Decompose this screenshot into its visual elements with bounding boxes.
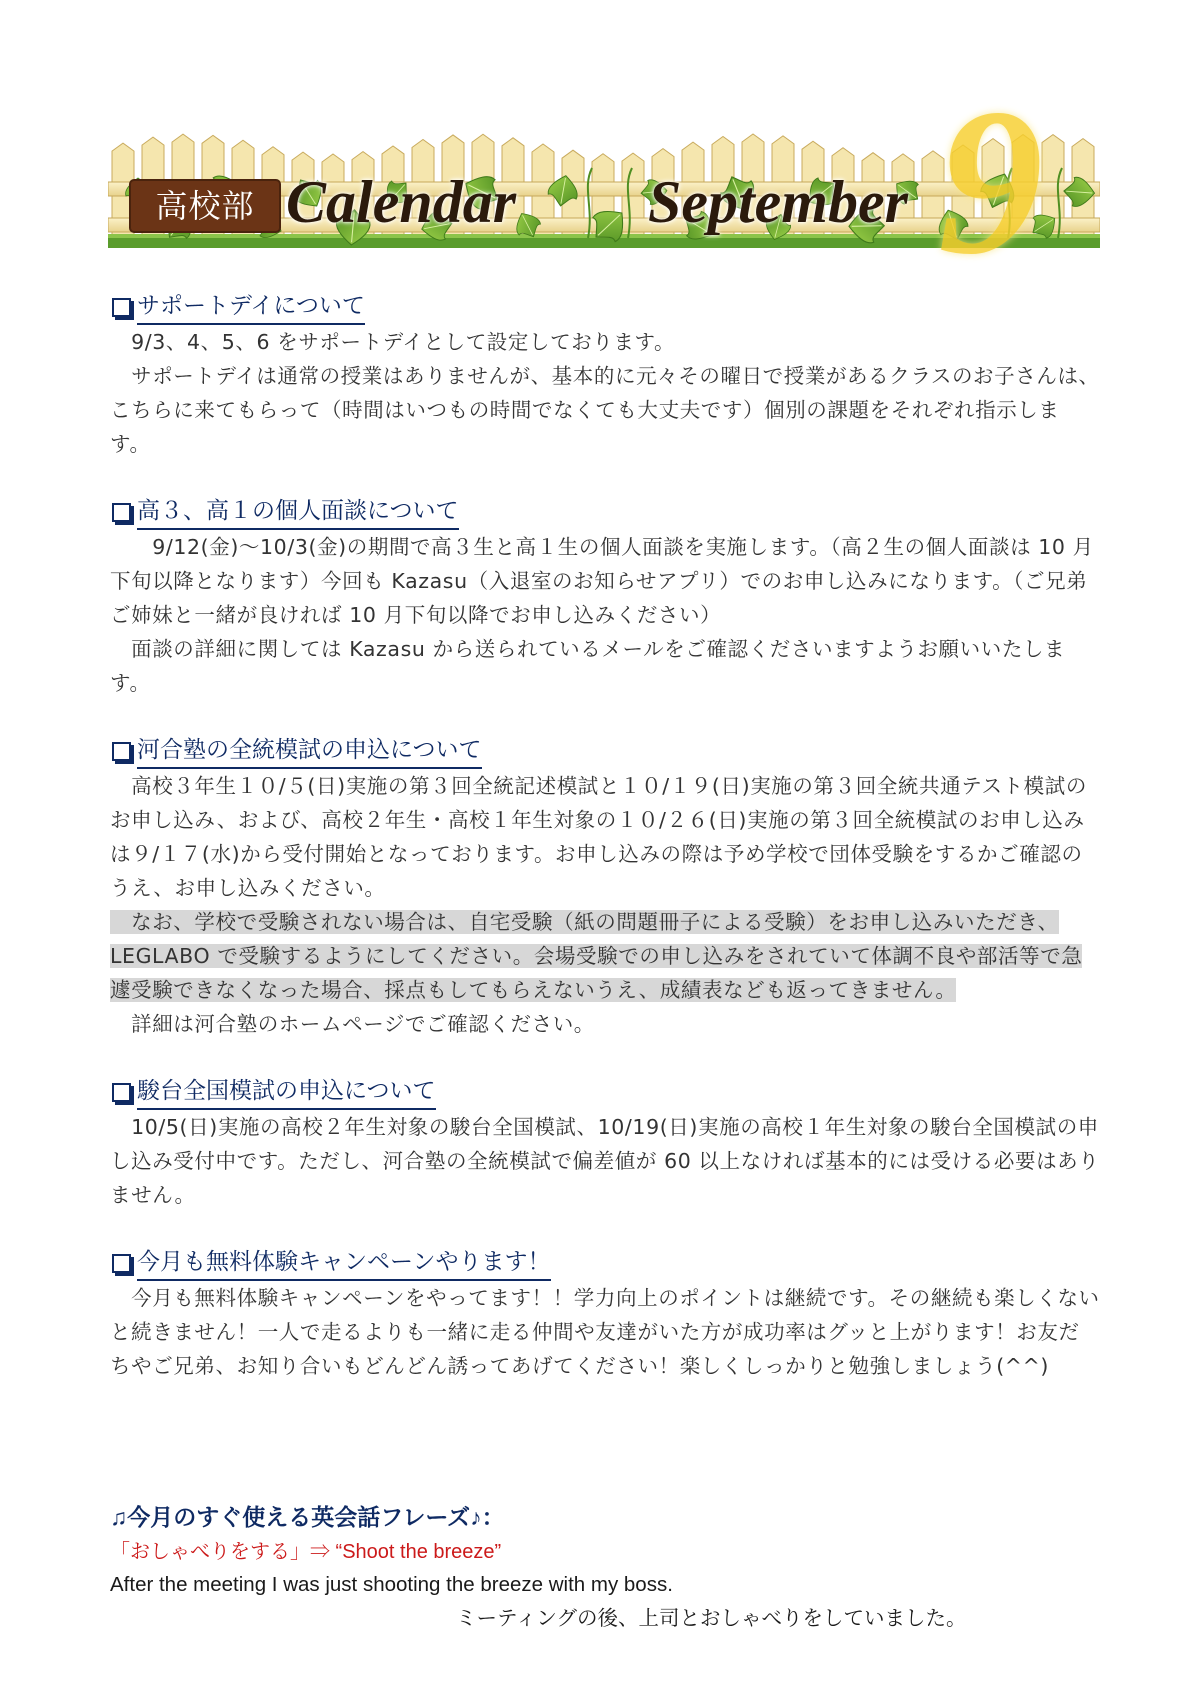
paragraph: サポートデイは通常の授業はありませんが、基本的に元々その曜日で授業があるクラスのお子さんは、こちらに来てもらって（時間はいつもの時間でなくても大丈夫です）個別の課題をそれぞれ指示します。 [110, 364, 1100, 456]
section-interview [110, 495, 1100, 700]
checkbox-icon [112, 298, 131, 317]
phrase-example-english: After the meeting I was just shooting the breeze with my boss. [110, 1573, 673, 1596]
highlighted-text: なお、学校で受験されない場合は、自宅受験（紙の問題冊子による受験）をお申し込みいただき、LEGLABO で受験するようにしてください。会場受験での申し込みをされていて体調不良や部活等で急遽受験できなくなった場合、採点もしてもらえないうえ、成績表なども返ってきません。 [110, 910, 1083, 1002]
phrase-heading: ♫今月のすぐ使える英会話フレーズ♪： [110, 1504, 505, 1530]
newsletter-body [110, 290, 1100, 1417]
month-number: 9 [938, 66, 1043, 298]
section-heading-text: 河合塾の全統模試の申込について [137, 734, 482, 769]
section-heading [110, 290, 1100, 325]
phrase-japanese: 「おしゃべりをする」⇒ “Shoot the breeze” [110, 1541, 502, 1563]
section-heading-text: サポートデイについて [137, 290, 365, 325]
checkbox-icon [112, 1254, 131, 1273]
section-free-trial [110, 1246, 1100, 1383]
section-sundai-exam [110, 1075, 1100, 1212]
section-support-day [110, 290, 1100, 461]
checkbox-icon [112, 503, 131, 522]
section-heading [110, 1246, 1100, 1281]
english-phrase-block [110, 1500, 1100, 1636]
section-heading [110, 1075, 1100, 1110]
section-heading-text: 駿台全国模試の申込について [137, 1075, 436, 1110]
section-heading-text: 高３、高１の個人面談について [137, 495, 459, 530]
banner-title-calendar: Calendar [286, 169, 517, 235]
paragraph: 9/3、4、5、6 をサポートデイとして設定しております。 [110, 330, 676, 354]
paragraph: 高校３年生１０/５(日)実施の第３回全統記述模試と１０/１９(日)実施の第３回全統共通テスト模試のお申し込み、および、高校２年生・高校１年生対象の１０/２６(日)実施の第３回全統模試のお申し込みは９/１７(水)から受付開始となっております。お申し込みの際は予め学校で団体受験をするかご確認のうえ、お申し込みください。 [110, 774, 1087, 900]
phrase-example-translation: ミーティングの後、上司とおしゃべりをしていました。 [456, 1607, 967, 1630]
banner-label: 高校部 [155, 187, 255, 225]
paragraph-highlighted [110, 905, 1100, 1007]
paragraph: 10/5(日)実施の高校２年生対象の駿台全国模試、10/19(日)実施の高校１年生対象の駿台全国模試の申し込み受付中です。ただし、河合塾の全統模試で偏差値が 60 以上なければ基本的には受ける必要はありません。 [110, 1115, 1100, 1207]
section-heading [110, 734, 1100, 769]
calendar-banner [108, 66, 1100, 298]
section-kawai-exam [110, 734, 1100, 1041]
checkbox-icon [112, 742, 131, 761]
checkbox-icon [112, 1083, 131, 1102]
paragraph: 面談の詳細に関しては Kazasu から送られているメールをご確認くださいますようお願いいたします。 [110, 637, 1066, 695]
section-heading-text: 今月も無料体験キャンペーンやります！ [137, 1246, 551, 1281]
banner-title-september: September [648, 169, 908, 235]
section-heading [110, 495, 1100, 530]
paragraph: 今月も無料体験キャンペーンをやってます！！学力向上のポイントは継続です。その継続も楽しくないと続きません！一人で走るよりも一緒に走る仲間や友達がいた方が成功率はグッと上がります！お友だちやご兄弟、お知り合いもどんどん誘ってあげてください！楽しくしっかりと勉強しましょう(^^) [110, 1286, 1100, 1378]
paragraph: 詳細は河合塾のホームページでご確認ください。 [110, 1012, 595, 1036]
paragraph: 9/12(金)〜10/3(金)の期間で高３生と高１生の個人面談を実施します。（高２生の個人面談は 10 月下旬以降となります）今回も Kazasu（入退室のお知らせアプリ）でのお申し込みになります。（ご兄弟ご姉妹と一緒が良ければ 10 月下旬以降でお申し込みください） [110, 535, 1094, 627]
